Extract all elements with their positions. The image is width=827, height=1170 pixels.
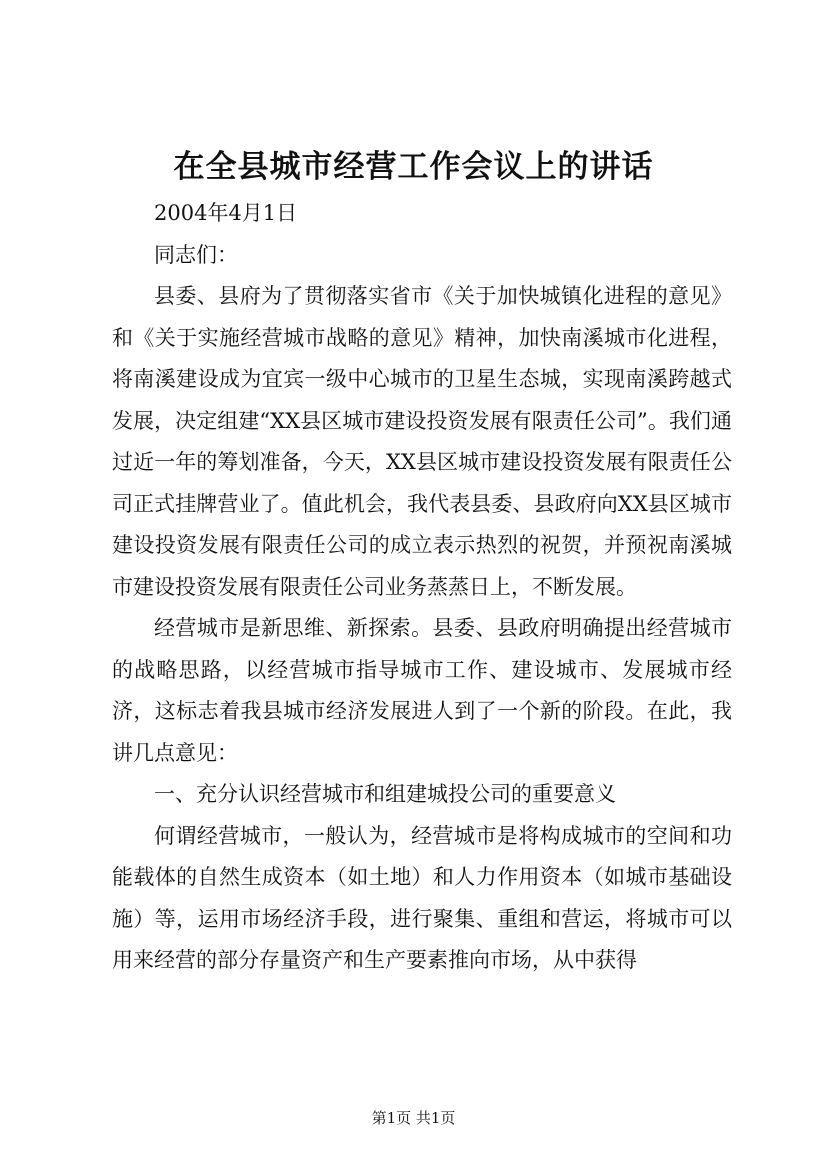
document-body [112, 193, 732, 982]
paragraph-3: 何谓经营城市，一般认为，经营城市是将构成城市的空间和功能载体的自然生成资本（如土地）和人力作用资本（如城市基础设施）等，运用市场经济手段，进行聚集、重组和营运，将城市可以用来经营的部分存量资产和生产要素推向市场，从中获得 [112, 823, 732, 972]
section-heading: 一、充分认识经营城市和组建城投公司的重要意义 [154, 782, 616, 806]
paragraph-2: 经营城市是新思维、新探索。县委、县政府明确提出经营城市的战略思路，以经营城市指导城市工作、建设城市、发展城市经济，这标志着我县城市经济发展进人到了一个新的阶段。在此，我讲几点意见： [112, 616, 732, 765]
document-date: 2004年4月1日 [154, 201, 298, 225]
paragraph-1: 县委、县府为了贯彻落实省市《关于加快城镇化进程的意见》和《关于实施经营城市战略的意见》精神，加快南溪城市化进程，将南溪建设成为宜宾一级中心城市的卫星生态城，实现南溪跨越式发展，决定组建“XX县区城市建设投资发展有限责任公司”。我们通过近一年的筹划准备，今天，XX县区城市建设投资发展有限责任公司正式挂牌营业了。值此机会，我代表县委、县政府向XX县区城市建设投资发展有限责任公司的成立表示热烈的祝贺，并预祝南溪城市建设投资发展有限责任公司业务蒸蒸日上，不断发展。 [112, 284, 732, 599]
salutation: 同志们： [154, 242, 238, 267]
page-footer: 第1页 共1页 [371, 1109, 456, 1127]
document-title: 在全县城市经营工作会议上的讲话 [173, 149, 654, 185]
